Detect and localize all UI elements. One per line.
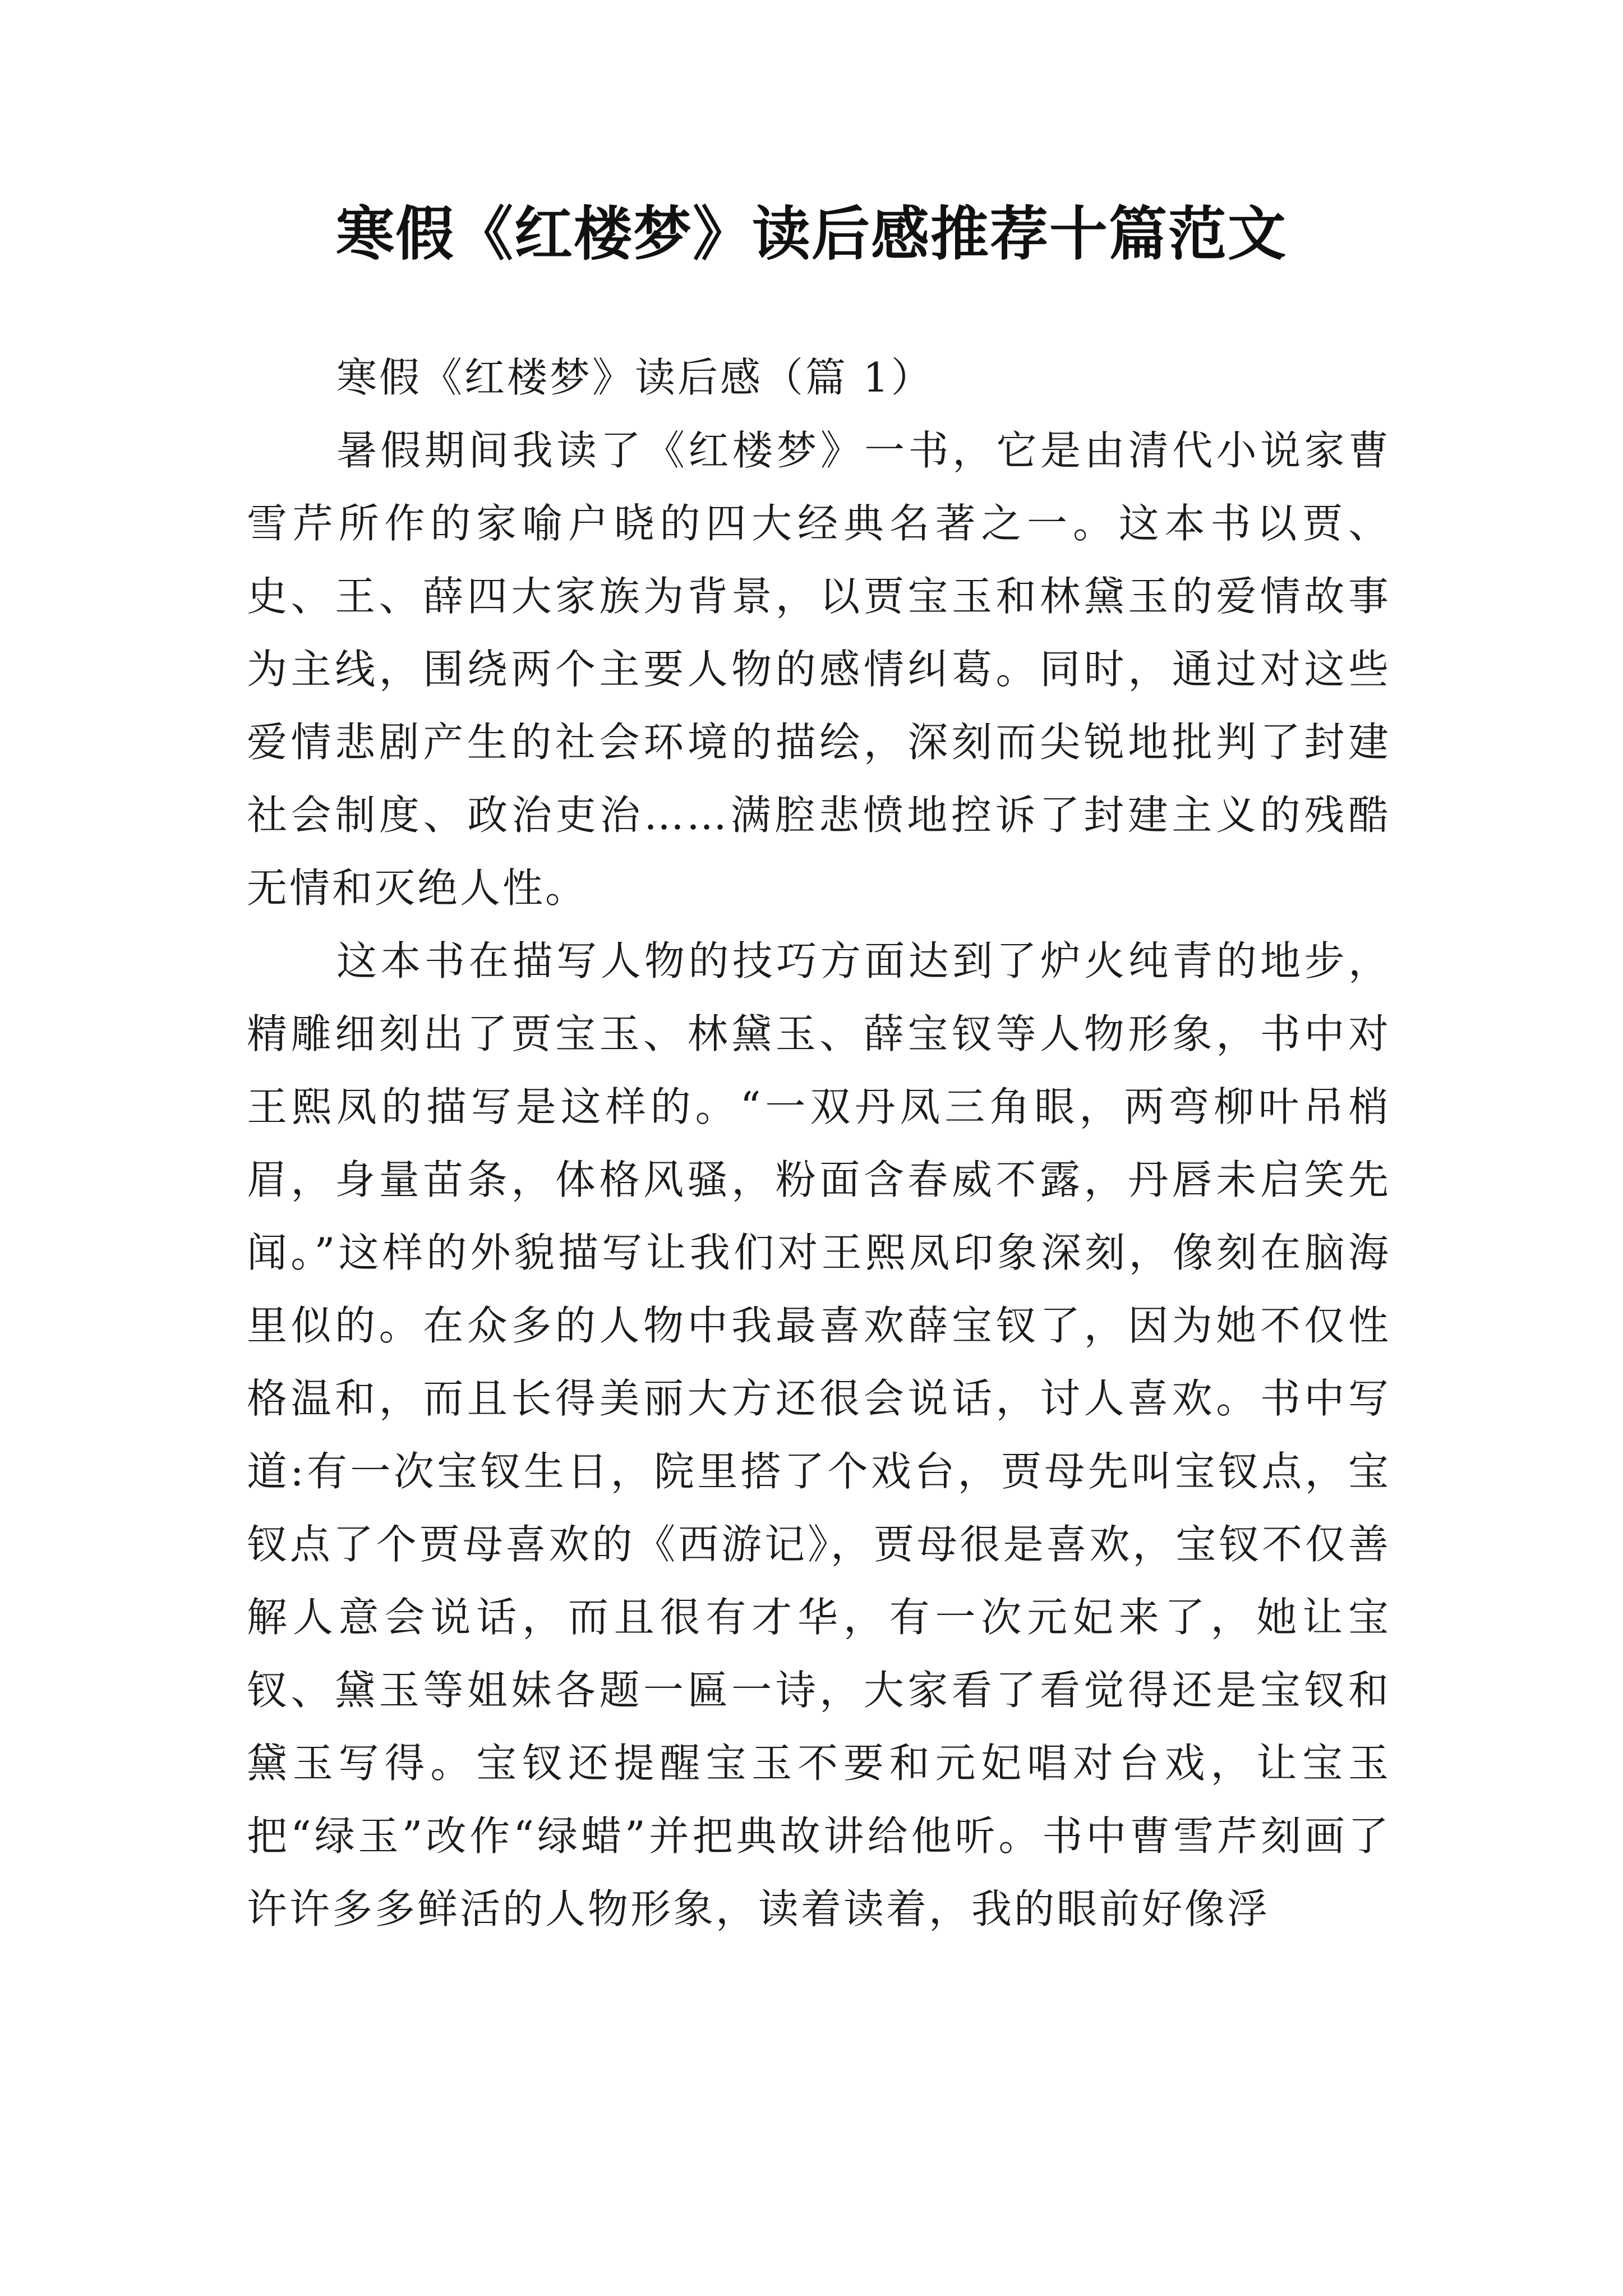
paragraph-1: 暑假期间我读了《红楼梦》一书，它是由清代小说家曹雪芹所作的家喻户晓的四大经典名著之一。这本书以贾、史、王、薛四大家族为背景，以贾宝玉和林黛玉的爱情故事为主线，围绕两个主要人物的感情纠葛。同时，通过对这些爱情悲剧产生的社会环境的描绘，深刻而尖锐地批判了封建社会制度、政治吏治……满腔悲愤地控诉了封建主义的残酷无情和灭绝人性。: [247, 427, 1391, 912]
section-heading: 寒假《红楼梦》读后感（篇 1）: [336, 354, 934, 401]
paragraph-2: 这本书在描写人物的技巧方面达到了炉火纯青的地步，精雕细刻出了贾宝玉、林黛玉、薛宝钗等人物形象，书中对王熙凤的描写是这样的。“一双丹凤三角眼，两弯柳叶吊梢眉，身量苗条，体格风骚，粉面含春威不露，丹唇未启笑先闻。”这样的外貌描写让我们对王熙凤印象深刻，像刻在脑海里似的。在众多的人物中我最喜欢薛宝钗了，因为她不仅性格温和，而且长得美丽大方还很会说话，讨人喜欢。书中写道:有一次宝钗生日，院里搭了个戏台，贾母先叫宝钗点，宝钗点了个贾母喜欢的《西游记》，贾母很是喜欢，宝钗不仅善解人意会说话，而且很有才华，有一次元妃来了，她让宝钗、黛玉等姐妹各题一匾一诗，大家看了看觉得还是宝钗和黛玉写得。宝钗还提醒宝玉不要和元妃唱对台戏，让宝玉把“绿玉”改作“绿蜡”并把典故讲给他听。书中曹雪芹刻画了许许多多鲜活的人物形象，读着读着，我的眼前好像浮: [247, 937, 1391, 1932]
document-body: [247, 341, 1391, 1945]
document-title: 寒假《红楼梦》读后感推荐十篇范文: [335, 199, 1287, 268]
